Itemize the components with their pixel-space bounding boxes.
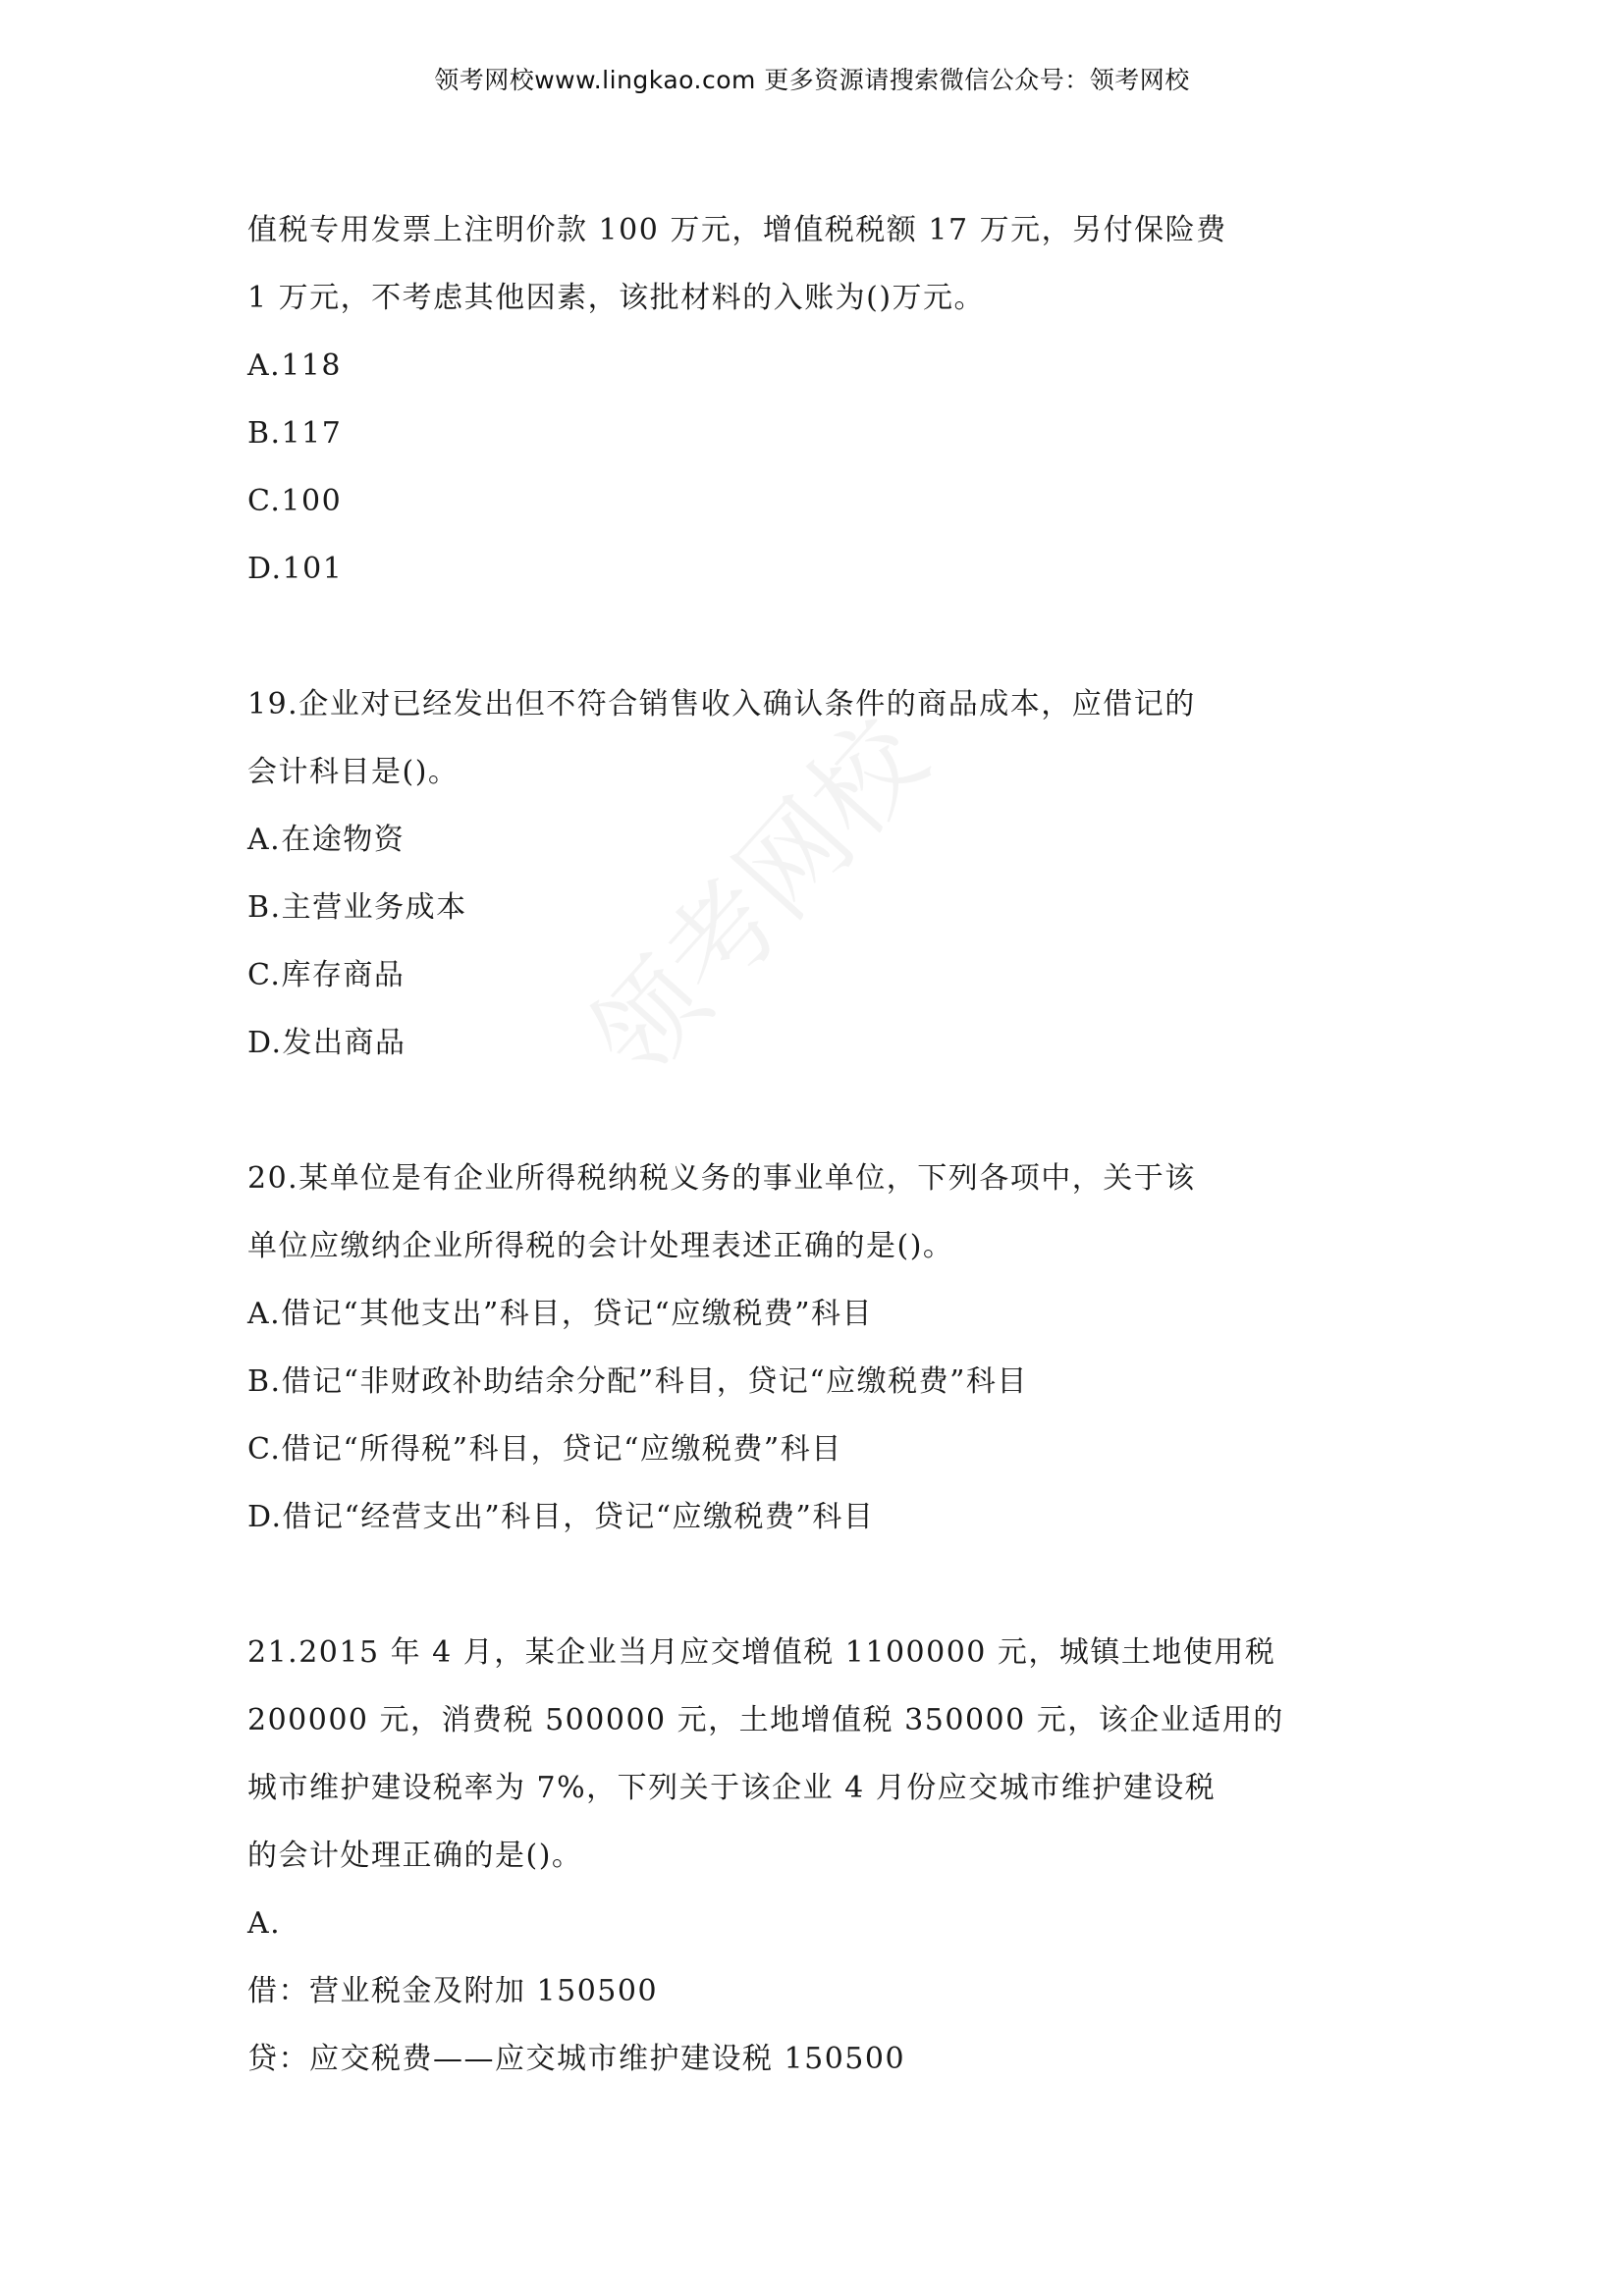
option-a: A.借记“其他支出”科目，贷记“应缴税费”科目	[247, 1297, 874, 1331]
question-text-line: 21.2015 年 4 月，某企业当月应交增值税 1100000 元，城镇土地使用税	[247, 1635, 1276, 1670]
option-c: C.借记“所得税”科目，贷记“应缴税费”科目	[247, 1432, 842, 1467]
question-text-line: 20.某单位是有企业所得税纳税义务的事业单位，下列各项中，关于该	[247, 1161, 1196, 1196]
question-text-line: 会计科目是()。	[247, 755, 460, 789]
option-a: A.118	[247, 348, 342, 383]
option-b: B.借记“非财政补助结余分配”科目，贷记“应缴税费”科目	[247, 1364, 1028, 1399]
spacer	[247, 1551, 1347, 1619]
option-a: A.在途物资	[247, 823, 406, 857]
question-18-continuation	[247, 196, 1347, 603]
option-a: A.	[247, 1906, 282, 1941]
question-text-line: 1 万元，不考虑其他因素，该批材料的入账为()万元。	[247, 281, 986, 315]
question-text-line: 值税专用发票上注明价款 100 万元，增值税税额 17 万元，另付保险费	[247, 213, 1227, 247]
option-b: B.主营业务成本	[247, 890, 467, 925]
spacer	[247, 603, 1347, 670]
document-body	[247, 196, 1347, 2093]
question-text-line: 的会计处理正确的是()。	[247, 1839, 583, 1873]
option-d: D.借记“经营支出”科目，贷记“应缴税费”科目	[247, 1500, 875, 1534]
option-d: D.101	[247, 552, 344, 586]
question-text-line: 19.企业对已经发出但不符合销售收入确认条件的商品成本，应借记的	[247, 687, 1196, 721]
option-b: B.117	[247, 416, 343, 451]
option-d: D.发出商品	[247, 1026, 406, 1060]
question-text-line: 单位应缴纳企业所得税的会计处理表述正确的是()。	[247, 1229, 954, 1263]
question-text-line: 200000 元，消费税 500000 元，土地增值税 350000 元，该企业适用的	[247, 1703, 1284, 1737]
question-21	[247, 1619, 1347, 2093]
option-c: C.100	[247, 484, 343, 518]
question-text-line: 城市维护建设税率为 7%，下列关于该企业 4 月份应交城市维护建设税	[247, 1771, 1217, 1805]
question-20	[247, 1145, 1347, 1551]
page-header: 领考网校www.lingkao.com 更多资源请搜索微信公众号：领考网校	[434, 66, 1190, 94]
option-c: C.库存商品	[247, 958, 406, 992]
option-a-debit-entry: 借：营业税金及附加 150500	[247, 1974, 659, 2008]
option-a-credit-entry: 贷：应交税费——应交城市维护建设税 150500	[247, 2042, 906, 2076]
question-19	[247, 670, 1347, 1077]
spacer	[247, 1077, 1347, 1145]
